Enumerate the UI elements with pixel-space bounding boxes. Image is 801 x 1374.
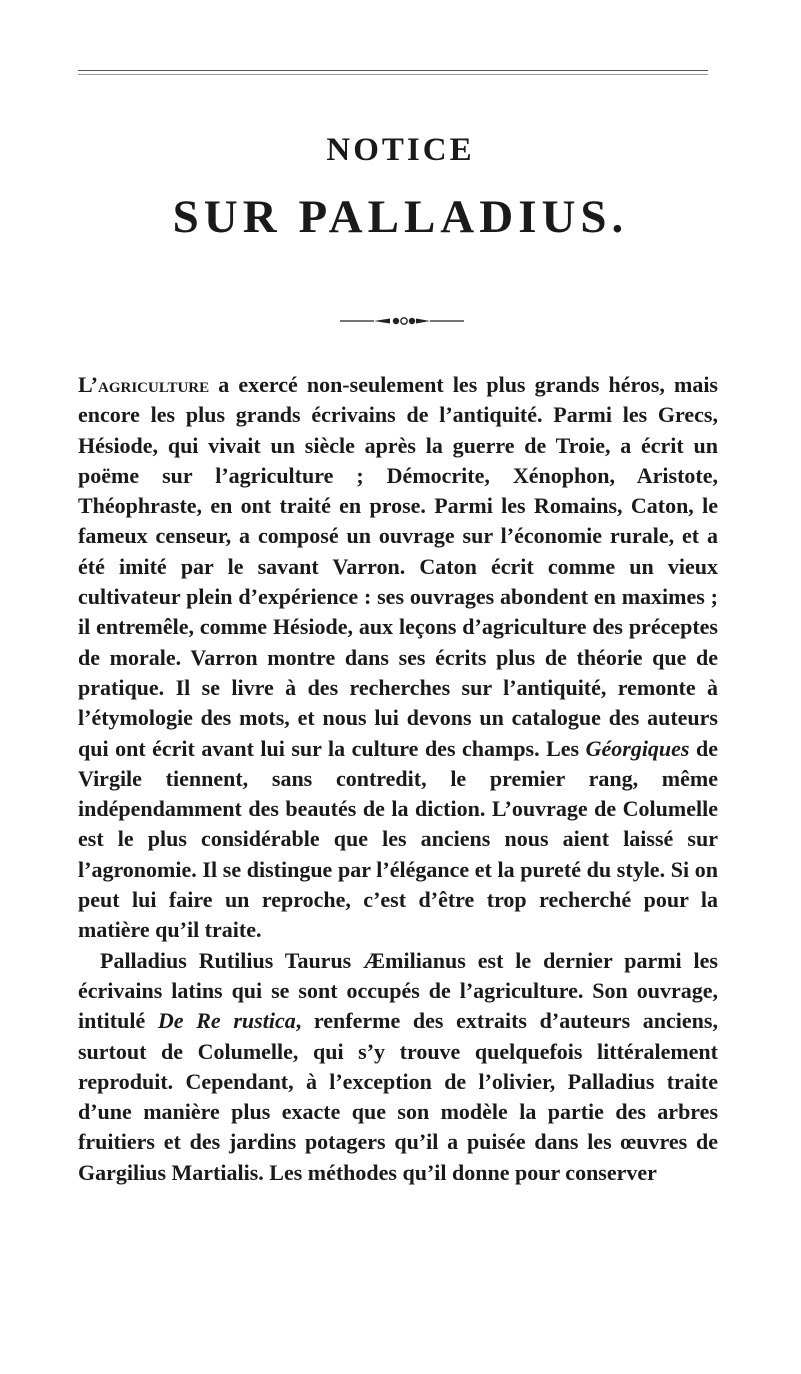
page-title-main: SUR PALLADIUS. <box>172 191 629 243</box>
header-rule <box>78 70 708 71</box>
italic-title-de-re-rustica: De Re rustica <box>157 1008 296 1034</box>
header-rule-thin <box>78 74 708 75</box>
page-title-notice: NOTICE <box>326 132 475 168</box>
paragraph-1-text-a: a exercé non-seulement les plus grands héros, mais encore les plus grands écrivains de l’antiquité. Parmi les Grecs, Hésiode, qui vivait un siècle après la guerre de Troie, a écrit un poëme sur l’agriculture ; Démocrite, Xénophon, Aristote, Théophraste, en ont traité en prose. Parmi les Romains, Caton, le fameux censeur, a composé un ouvrage sur l’économie rurale, et a été imité par le savant Varron. Caton écrit comme un vieux cultivateur plein d’expérience : ses ouvrages abondent en maximes ; il entremêle, comme Hésiode, aux leçons d’agriculture des préceptes de morale. Varron montre dans ses écrits plus de théorie que de pratique. Il se livre à des recherches sur l’antiquité, remonte à l’étymologie des mots, et nous lui devons un catalogue des auteurs qui ont écrit avant lui sur la culture des champs. Les <box>78 372 718 761</box>
paragraph-1 <box>78 370 718 946</box>
lead-initial: L’ <box>78 372 98 397</box>
lead-smallcaps: agriculture <box>97 372 210 397</box>
paragraph-2-text-b: , renferme des extraits d’auteurs anciens, surtout de Columelle, qui s’y trouve quelquefois littéralement reproduit. Cependant, à l’exception de l’olivier, Palladius traite d’une manière plus exacte que son modèle la partie des arbres fruitiers et des jardins potagers qu’il a puisée dans les œuvres de Gargilius Martialis. Les méthodes qu’il donne pour conserver <box>78 1008 718 1185</box>
notice-body <box>78 370 718 1188</box>
paragraph-1-text-b: de Virgile tiennent, sans contredit, le premier rang, même indépendamment des beautés de la diction. L’ouvrage de Columelle est le plus considérable que les anciens nous aient laissé sur l’agronomie. Il se distingue par l’élégance et la pureté du style. Si on peut lui faire un reproche, c’est d’être trop recherché pour la matière qu’il traite. <box>78 735 718 943</box>
ornament-divider <box>340 315 464 327</box>
paragraph-2-text-a: Palladius Rutilius Taurus Æmilianus est le dernier parmi les écrivains latins qui se sont occupés de l’agriculture. Son ouvrage, intitulé <box>78 947 718 1034</box>
paragraph-2 <box>78 946 718 1188</box>
italic-title-georgiques: Géorgiques <box>585 735 690 761</box>
